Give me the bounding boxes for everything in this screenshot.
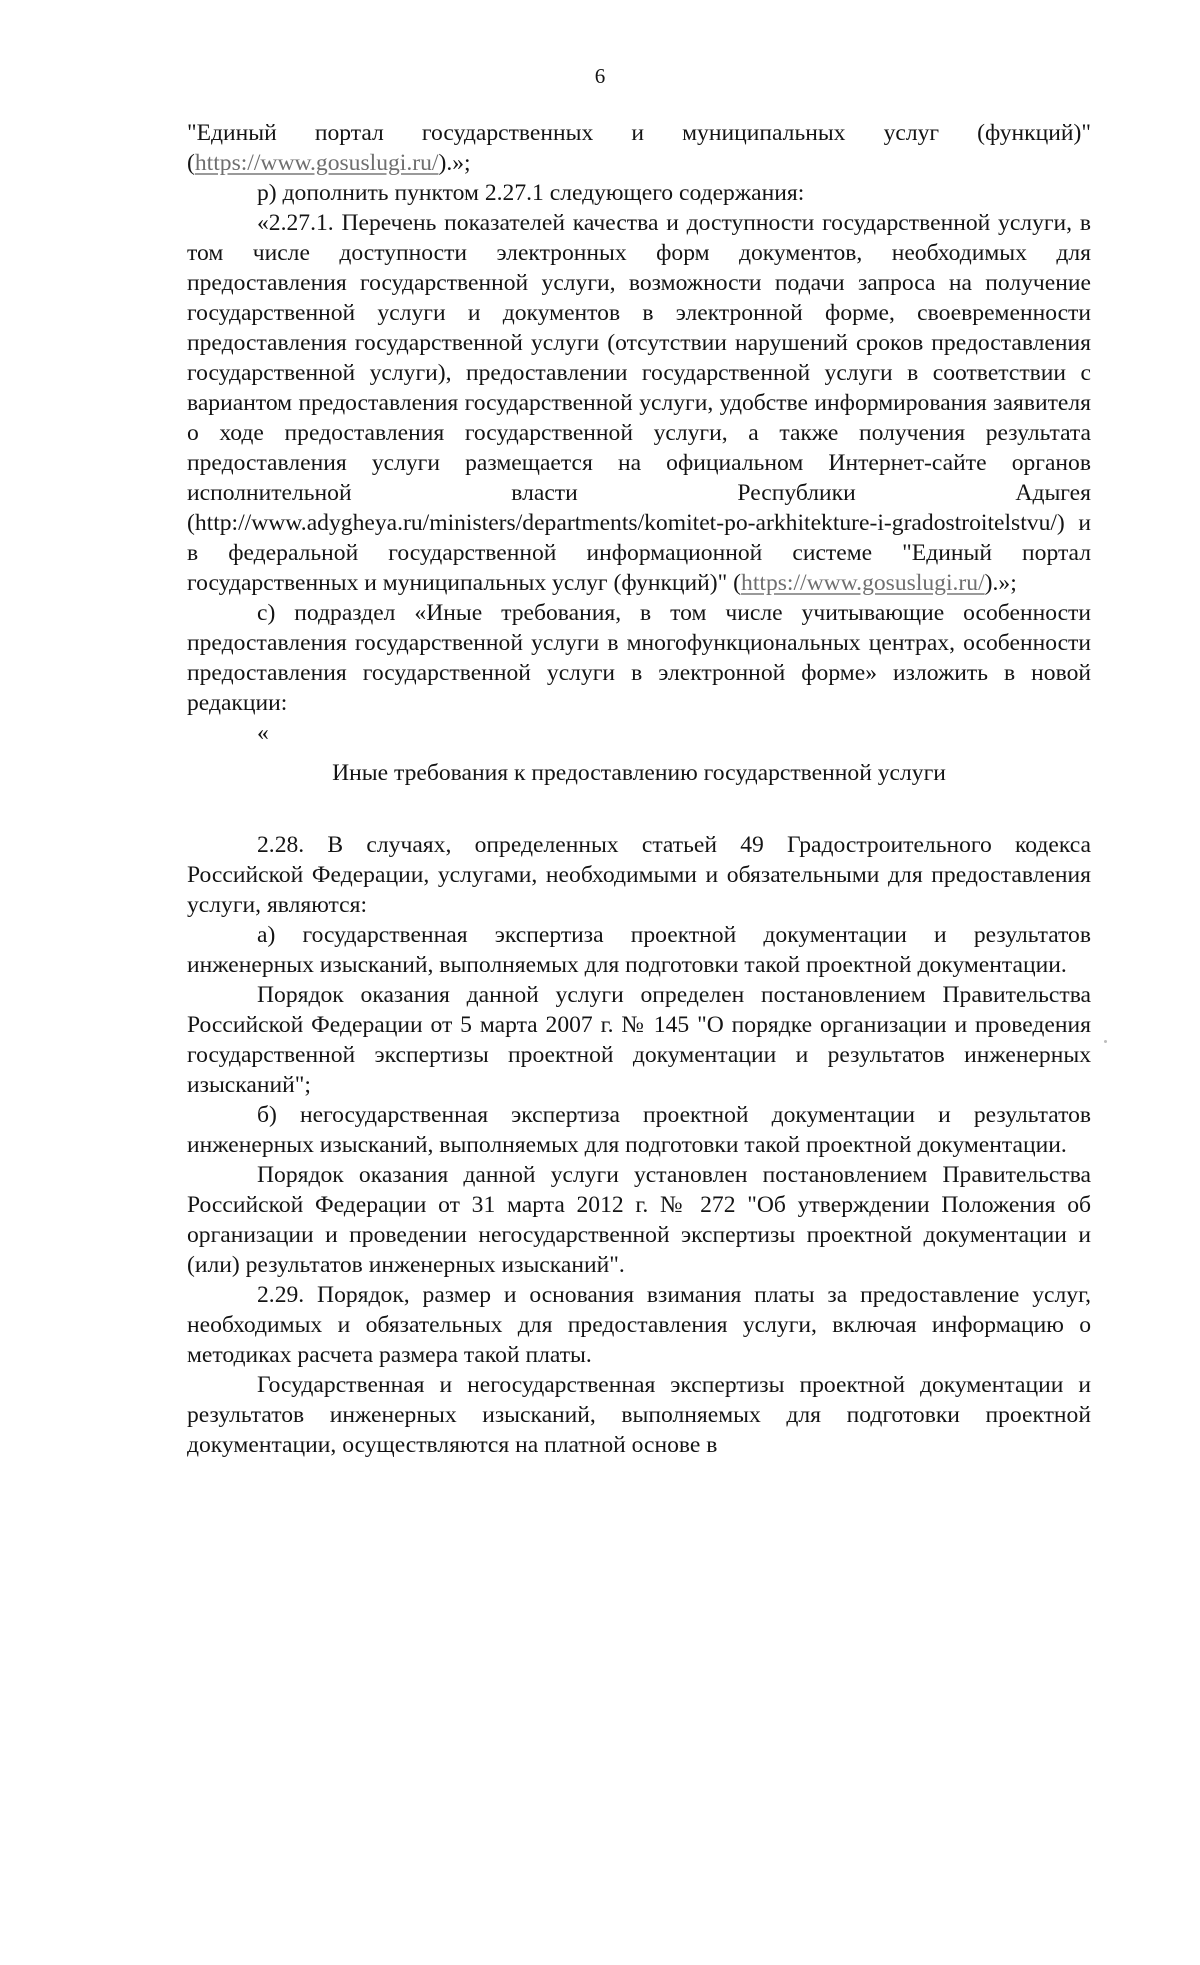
section-heading <box>187 758 1091 788</box>
page-number: 6 <box>594 64 606 88</box>
quote-open-mark <box>187 718 1091 748</box>
paragraph-2 <box>187 208 1091 598</box>
paragraph-8 <box>187 980 1091 1100</box>
paragraph-0 <box>187 118 1091 178</box>
paragraph-3 <box>187 598 1091 718</box>
text-run: 2.29. Порядок, размер и основания взимания платы за предоставление услуг, необходимых и обязательных для предоставления услуги, включая информацию о методиках расчета размера такой платы. <box>187 1282 1091 1368</box>
scan-speck <box>1104 1040 1107 1043</box>
text-run: а) государственная экспертиза проектной документации и результатов инженерных изысканий, выполняемых для подготовки такой проектной документации. <box>187 922 1091 978</box>
text-run: с) подраздел «Иные требования, в том числе учитывающие особенности предоставления государственной услуги в многофункциональных центрах, особенности предоставления государственной услуги в электронной форме» изложить в новой редакции: <box>187 600 1091 716</box>
text-run: Порядок оказания данной услуги определен постановлением Правительства Российской Федерации от 5 марта 2007 г. № 145 "О порядке организации и проведения государственной экспертизы проектной документации и результатов инженерных изысканий"; <box>187 982 1091 1098</box>
text-run: « <box>257 720 269 746</box>
text-run: Иные требования к предоставлению государственной услуги <box>332 760 946 786</box>
paragraph-6 <box>187 830 1091 920</box>
paragraph-7 <box>187 920 1091 980</box>
text-run: Государственная и негосударственная экспертизы проектной документации и результатов инженерных изысканий, выполняемых для подготовки проектной документации, осуществляются на платной основе в <box>187 1372 1091 1458</box>
document-body <box>187 118 1091 1460</box>
text-run: 2.28. В случаях, определенных статьей 49 Градостроительного кодекса Российской Федерации, услугами, необходимыми и обязательными для предоставления услуги, являются: <box>187 832 1091 918</box>
text-run: «2.27.1. Перечень показателей качества и доступности государственной услуги, в том числе доступности электронных форм документов, необходимых для предоставления государственной услуги, возможности подачи запроса на получение государственной услуги и документов в электронной форме, своевременности предоставления государственной услуги (отсутствии нарушений сроков предоставления государственной услуги), предоставлении государственной услуги в соответствии с вариантом предоставления государственной услуги, удобстве информирования заявителя о ходе предоставления государственной услуги, а также получения результата предоставления услуги размещается на официальном Интернет-сайте органов исполнительной власти Республики Адыгея (http://www.adygheya.ru/ministers/departments/komitet-po-arkhitekture-i-gradostroitelstvu/) и в федеральной государственной информационной системе "Единый портал государственных и муниципальных услуг (функций)" ( <box>187 210 1091 596</box>
paragraph-12 <box>187 1370 1091 1460</box>
text-run: р) дополнить пунктом 2.27.1 следующего содержания: <box>257 180 805 206</box>
paragraph-9 <box>187 1100 1091 1160</box>
paragraph-1 <box>187 178 1091 208</box>
text-run: ).»; <box>984 570 1017 596</box>
text-run: ).»; <box>438 150 471 176</box>
text-run: б) негосударственная экспертиза проектной документации и результатов инженерных изысканий, выполняемых для подготовки такой проектной документации. <box>187 1102 1091 1158</box>
gosuslugi-link[interactable]: https://www.gosuslugi.ru/ <box>741 570 985 596</box>
gosuslugi-link[interactable]: https://www.gosuslugi.ru/ <box>194 150 439 176</box>
text-run: "Единый портал государственных и муниципальных услуг (функций)" ( <box>187 120 1091 176</box>
paragraph-11 <box>187 1280 1091 1370</box>
text-run: Порядок оказания данной услуги установлен постановлением Правительства Российской Федерации от 31 марта 2012 г. № 272 "Об утверждении Положения об организации и проведении негосударственной экспертизы проектной документации и (или) результатов инженерных изысканий". <box>187 1162 1091 1278</box>
paragraph-10 <box>187 1160 1091 1280</box>
